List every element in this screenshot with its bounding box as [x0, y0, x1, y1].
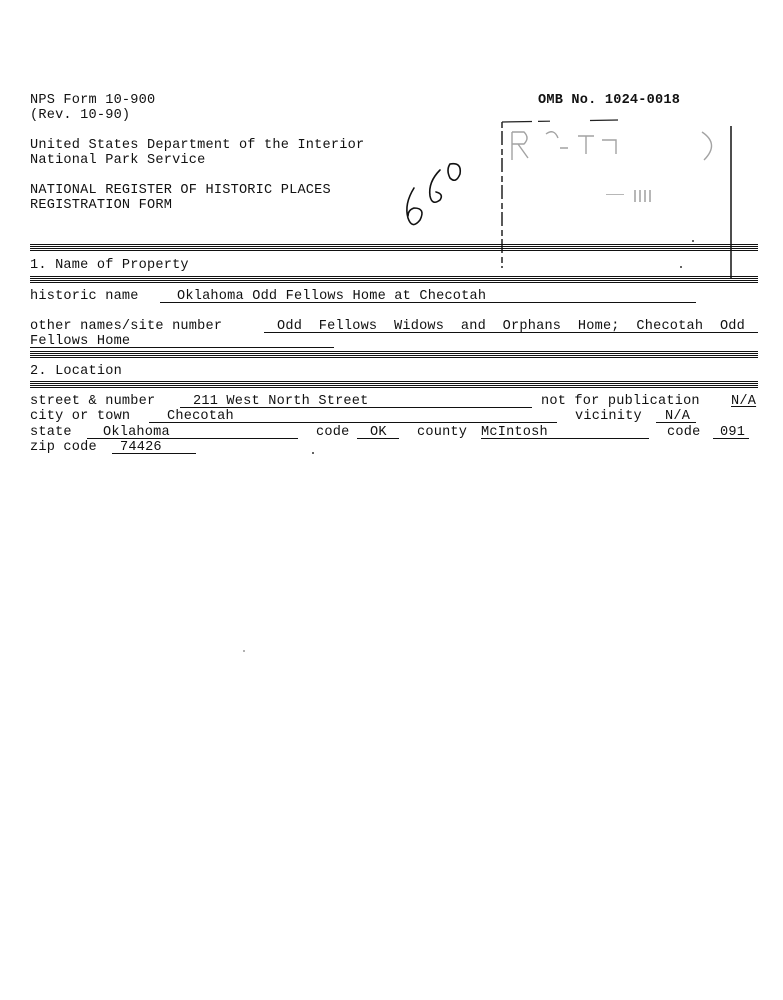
not-for-publication-value: N/A [731, 394, 757, 409]
not-for-publication-label: not for publication [541, 394, 700, 409]
form-number: NPS Form 10-900 [30, 93, 156, 108]
state-code-value: OK [370, 425, 387, 440]
historic-name-label: historic name [30, 289, 139, 304]
vicinity-label: vicinity [575, 409, 642, 424]
service-name: National Park Service [30, 153, 206, 168]
county-code-value: 091 [720, 425, 746, 440]
other-names-value-line2: Fellows Home [30, 334, 131, 349]
omb-number: OMB No. 1024-0018 [538, 93, 681, 108]
form-title-line1: NATIONAL REGISTER OF HISTORIC PLACES [30, 183, 331, 198]
state-value: Oklahoma [103, 425, 170, 440]
street-label: street & number [30, 394, 156, 409]
speck [312, 452, 314, 454]
state-label: state [30, 425, 72, 440]
state-code-label: code [316, 425, 350, 440]
historic-name-value: Oklahoma Odd Fellows Home at Checotah [177, 289, 487, 304]
section1-heading: 1. Name of Property [30, 258, 189, 273]
handwritten-annotation [398, 160, 468, 232]
zip-label: zip code [30, 440, 97, 455]
section2-heading: 2. Location [30, 364, 122, 379]
section-divider [30, 276, 758, 283]
city-value: Checotah [167, 409, 234, 424]
speck [692, 240, 694, 242]
received-stamp [498, 118, 735, 278]
county-code-label: code [667, 425, 701, 440]
department-name: United States Department of the Interior [30, 138, 365, 153]
speck [243, 650, 245, 652]
other-names-label: other names/site number [30, 319, 223, 334]
section-divider [30, 244, 758, 251]
form-title-line2: REGISTRATION FORM [30, 198, 173, 213]
city-label: city or town [30, 409, 131, 424]
section-divider [30, 381, 758, 388]
section-divider [30, 351, 758, 358]
speck [680, 266, 682, 268]
street-value: 211 West North Street [193, 394, 369, 409]
zip-value: 74426 [120, 440, 162, 455]
county-value: McIntosh [481, 425, 548, 440]
county-label: county [417, 425, 468, 440]
vicinity-value: N/A [665, 409, 691, 424]
other-names-value-line1: Odd Fellows Widows and Orphans Home; Checotah Odd [277, 319, 746, 334]
form-revision: (Rev. 10-90) [30, 108, 131, 123]
